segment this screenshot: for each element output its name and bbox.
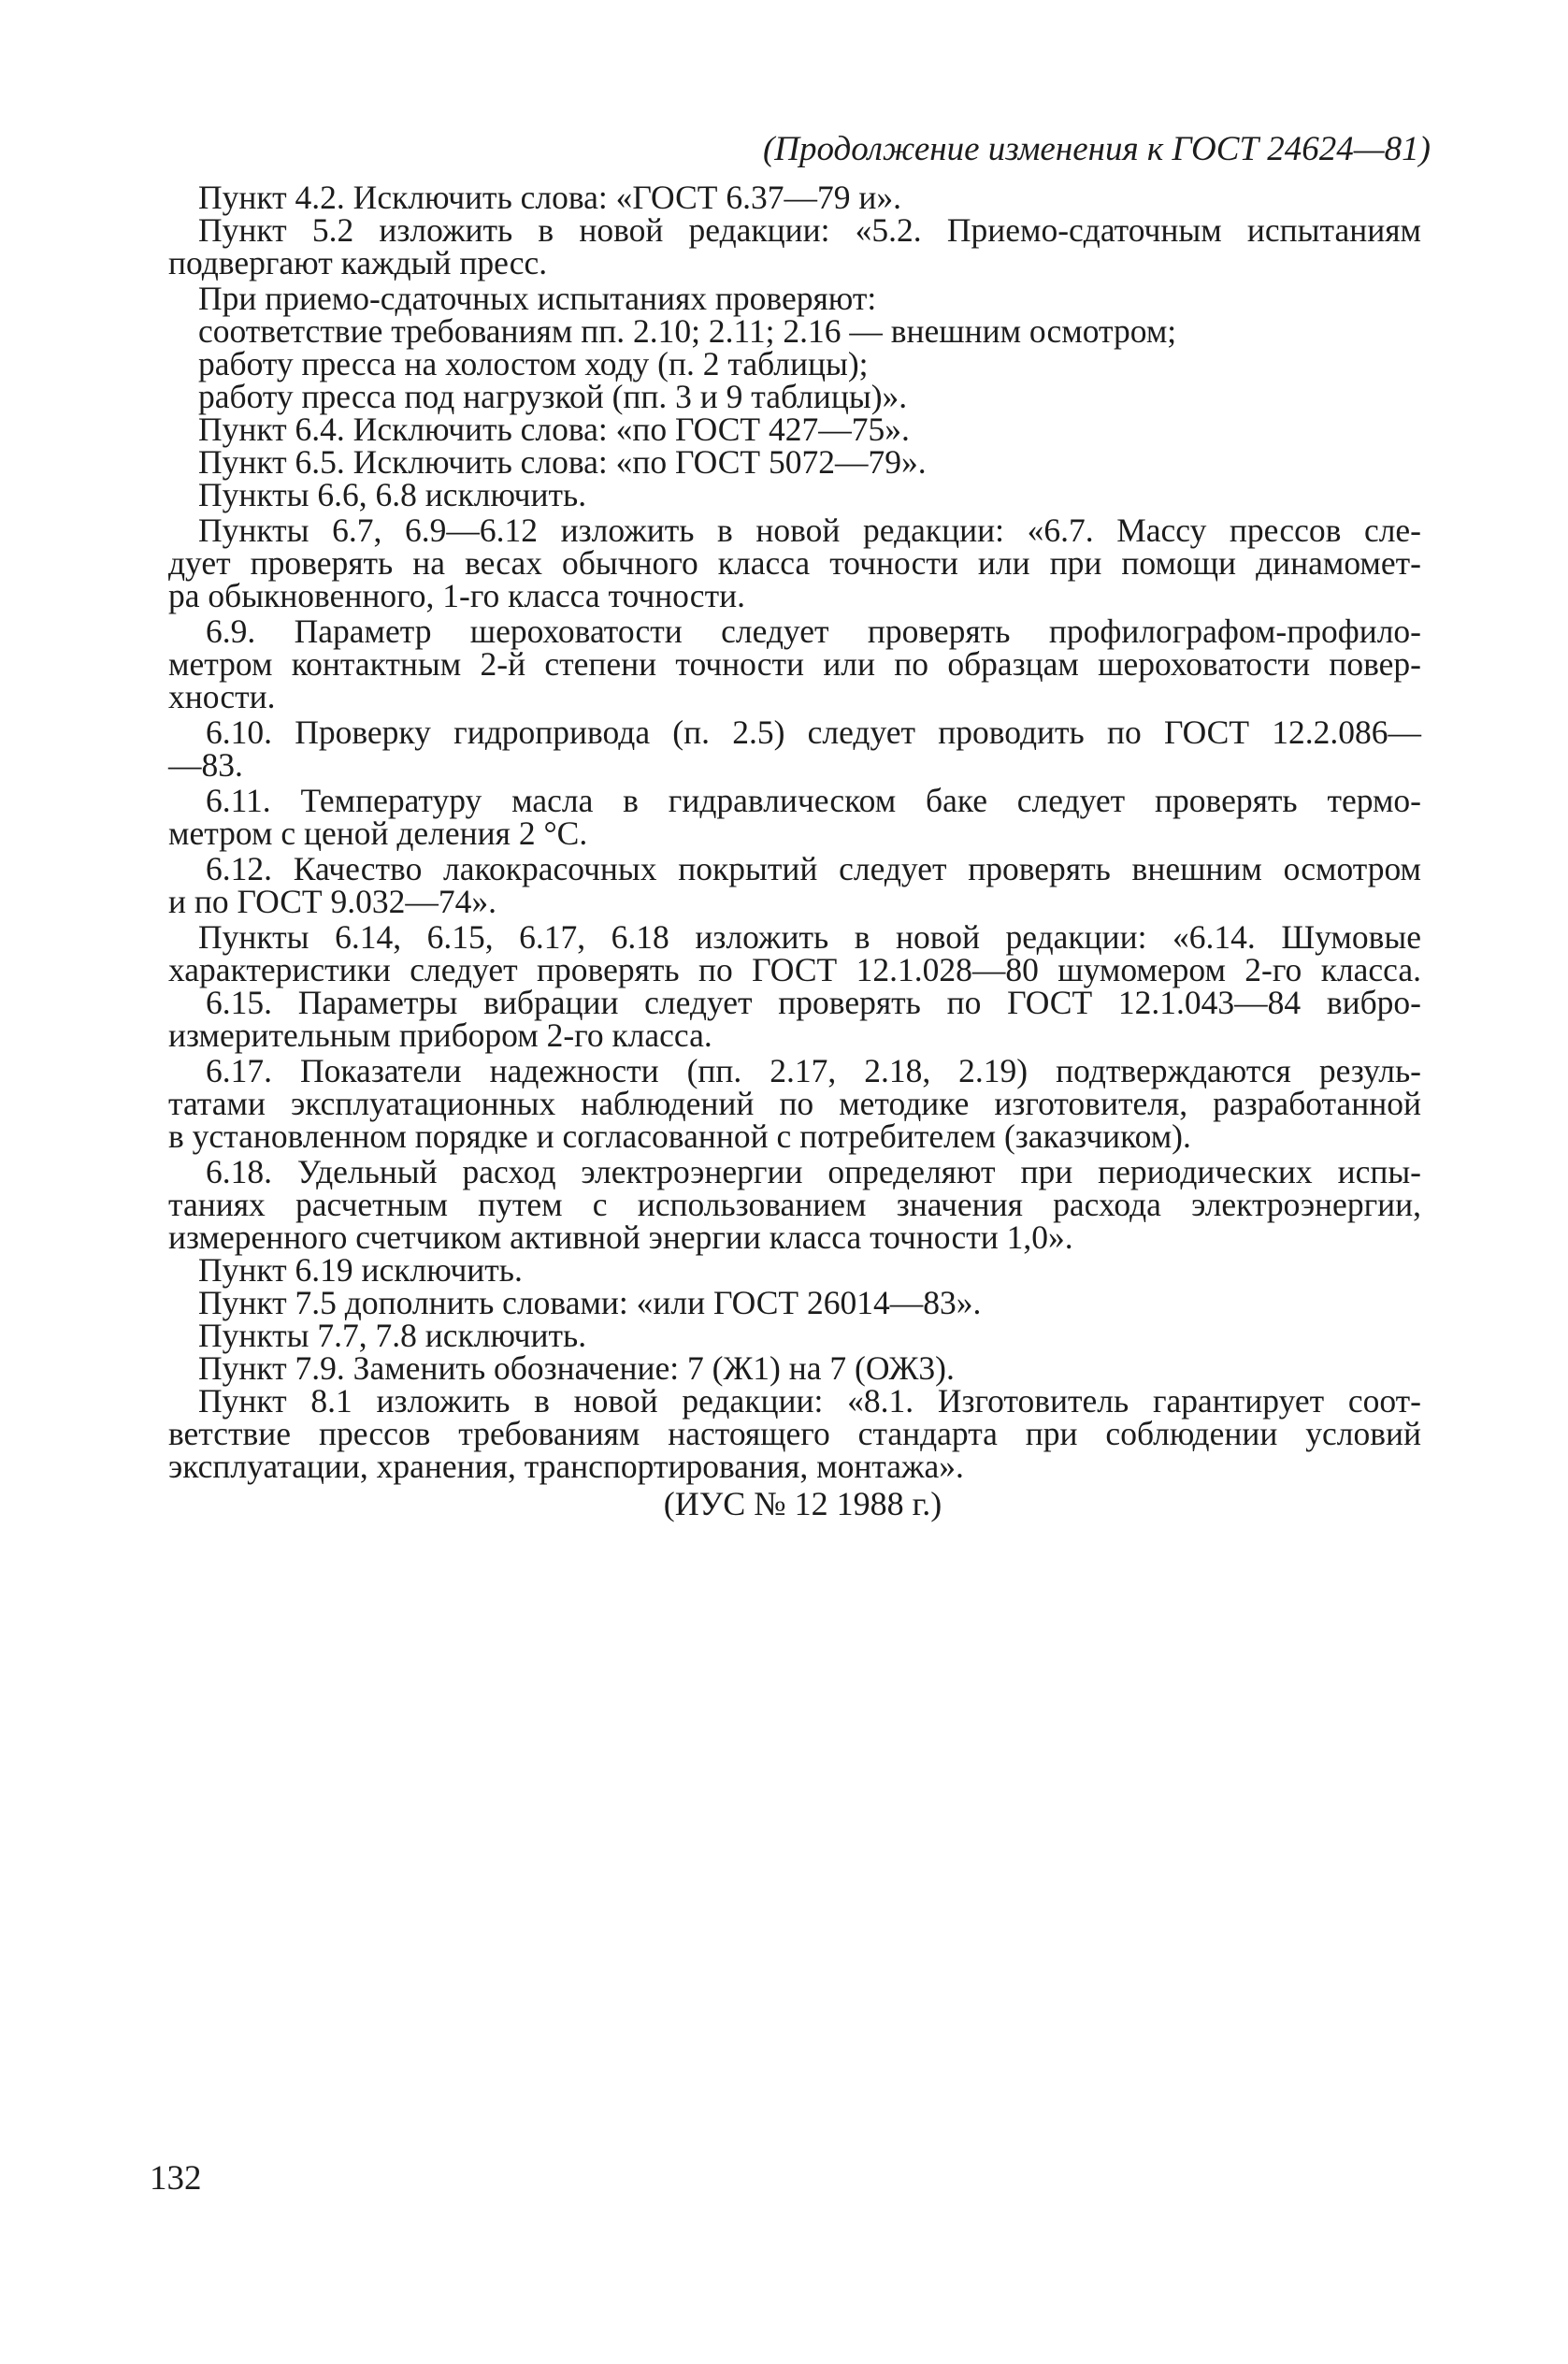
text-line: Пункты 7.7, 7.8 исключить. <box>198 1317 587 1354</box>
text-line: Пункт 4.2. Исключить слова: «ГОСТ 6.37—79 и». <box>198 179 901 216</box>
text-line: Пункты 6.6, 6.8 исключить. <box>198 476 587 513</box>
text-line: Пункт 6.4. Исключить слова: «по ГОСТ 427—75». <box>198 411 910 448</box>
text-line: 6.12. Качество лакокрасочных покрытий следует проверять внешним осмотром <box>206 850 1421 887</box>
text-line: работу пресса под нагрузкой (пп. 3 и 9 таблицы)». <box>198 378 908 415</box>
text-line: эксплуатации, хранения, транспортирования, монтажа». <box>168 1448 964 1485</box>
text-line: татами эксплуатационных наблюдений по методике изготовителя, разработанной <box>168 1085 1421 1122</box>
text-line: 6.9. Параметр шероховатости следует проверять профилографом-профило- <box>206 613 1421 650</box>
continuation-header: (Продолжение изменения к ГОСТ 24624—81) <box>762 130 1431 168</box>
text-line: Пункт 5.2 изложить в новой редакции: «5.2. Приемо-сдаточным испытаниям <box>198 211 1421 249</box>
text-line: работу пресса на холостом ходу (п. 2 таблицы); <box>198 345 869 382</box>
text-line: в установленном порядке и согласованной с потребителем (заказчиком). <box>168 1117 1191 1155</box>
text-line: Пункт 7.5 дополнить словами: «или ГОСТ 26014—83». <box>198 1284 982 1321</box>
text-line: соответствие требованиям пп. 2.10; 2.11; 2.16 — внешним осмотром; <box>198 312 1177 350</box>
text-line: таниях расчетным путем с использованием значения расхода электроэнергии, <box>168 1186 1421 1223</box>
ius-reference: (ИУС № 12 1988 г.) <box>663 1485 942 1522</box>
text-line: характеристики следует проверять по ГОСТ 12.1.028—80 шумомером 2-го класса. <box>168 951 1421 988</box>
text-line: ветствие прессов требованиям настоящего стандарта при соблюдении условий <box>168 1415 1421 1452</box>
page-number: 132 <box>150 2159 202 2198</box>
text-line: подвергают каждый пресс. <box>168 244 548 281</box>
text-line: 6.17. Показатели надежности (пп. 2.17, 2.18, 2.19) подтверждаются резуль- <box>206 1052 1421 1089</box>
text-line: Пункты 6.14, 6.15, 6.17, 6.18 изложить в новой редакции: «6.14. Шумовые <box>198 918 1421 956</box>
text-line: Пункт 8.1 изложить в новой редакции: «8.1. Изготовитель гарантирует соот- <box>198 1382 1421 1420</box>
text-line: ра обыкновенного, 1-го класса точности. <box>168 577 745 614</box>
text-line: При приемо-сдаточных испытаниях проверяют: <box>198 280 877 317</box>
text-line: Пункт 6.19 исключить. <box>198 1251 523 1289</box>
text-line: Пункт 7.9. Заменить обозначение: 7 (Ж1) на 7 (ОЖ3). <box>198 1349 955 1387</box>
text-line: метром с ценой деления 2 °С. <box>168 814 588 852</box>
text-line: измерительным прибором 2-го класса. <box>168 1016 712 1054</box>
text-line: Пункты 6.7, 6.9—6.12 изложить в новой редакции: «6.7. Массу прессов сле- <box>198 512 1421 549</box>
text-line: хности. <box>168 678 276 715</box>
text-line: и по ГОСТ 9.032—74». <box>168 883 496 920</box>
text-line: дует проверять на весах обычного класса точности или при помощи динамомет- <box>168 544 1421 582</box>
text-line: 6.11. Температуру масла в гидравлическом баке следует проверять термо- <box>206 782 1421 819</box>
text-line: измеренного счетчиком активной энергии класса точности 1,0». <box>168 1218 1073 1256</box>
text-line: —83. <box>168 746 243 784</box>
amendment-text <box>168 181 1421 1483</box>
text-line: 6.15. Параметры вибрации следует проверять по ГОСТ 12.1.043—84 вибро- <box>206 984 1421 1021</box>
text-line: метром контактным 2-й степени точности или по образцам шероховатости повер- <box>168 645 1421 683</box>
text-line: 6.18. Удельный расход электроэнергии определяют при периодических испы- <box>206 1153 1421 1190</box>
text-line: 6.10. Проверку гидропривода (п. 2.5) следует проводить по ГОСТ 12.2.086— <box>206 714 1421 751</box>
text-line: Пункт 6.5. Исключить слова: «по ГОСТ 5072—79». <box>198 443 927 481</box>
